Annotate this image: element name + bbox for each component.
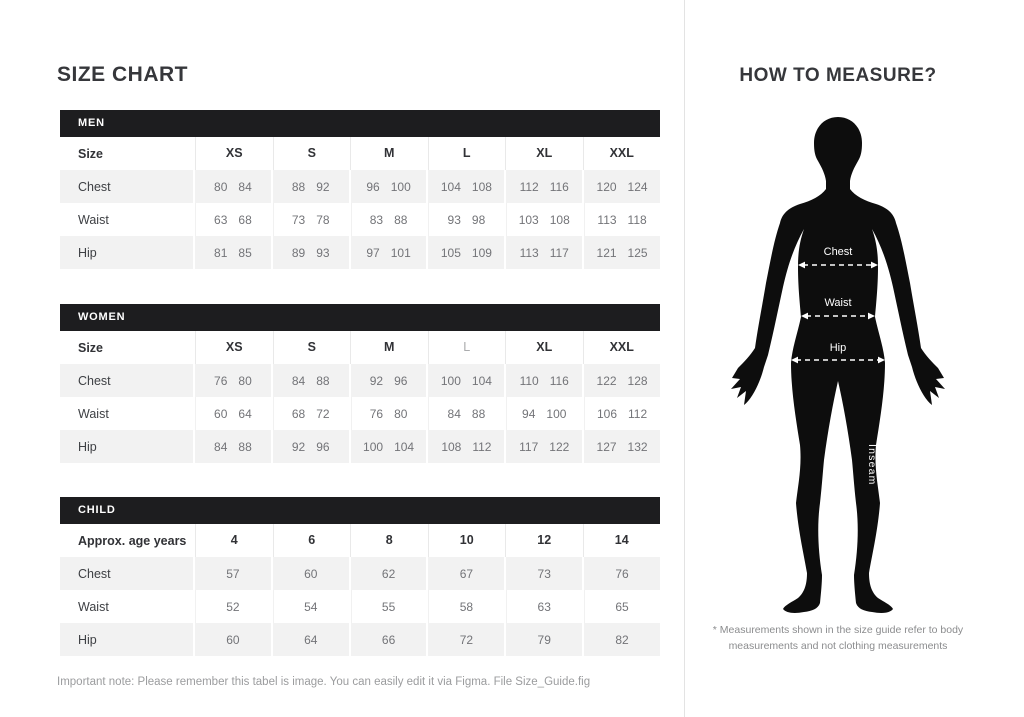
measurement-value: 92 bbox=[369, 373, 384, 388]
row-label: Waist bbox=[78, 406, 109, 421]
measurement-cell bbox=[584, 364, 660, 397]
row-label: Hip bbox=[60, 623, 193, 656]
measurement-value: 128 bbox=[627, 373, 648, 388]
women-row-waist bbox=[60, 397, 660, 430]
measurement-cell bbox=[273, 203, 349, 236]
measurement-value: 85 bbox=[238, 245, 252, 260]
footnote-line-2: measurements and not clothing measurements bbox=[728, 640, 948, 652]
measurement-value: 92 bbox=[316, 179, 330, 194]
measurement-cell bbox=[428, 170, 504, 203]
measurement-cell bbox=[351, 557, 427, 590]
measurement-value: 64 bbox=[304, 632, 318, 647]
measurement-cell bbox=[428, 590, 504, 623]
measurement-value: 101 bbox=[390, 245, 411, 260]
measurement-value: 89 bbox=[291, 245, 306, 260]
women-row-hip bbox=[60, 430, 660, 463]
men-size-header-row bbox=[60, 137, 660, 170]
measurement-value: 72 bbox=[316, 406, 330, 421]
measurement-value: 81 bbox=[214, 245, 228, 260]
measurement-value: 52 bbox=[226, 599, 240, 614]
women-table-header-bar: WOMEN bbox=[60, 304, 660, 331]
child-row-waist bbox=[60, 590, 660, 623]
measurement-value: 100 bbox=[363, 439, 384, 454]
measurement-value: 76 bbox=[214, 373, 228, 388]
measurement-cell bbox=[428, 236, 504, 269]
measurement-value: 83 bbox=[369, 212, 384, 227]
measurement-cell bbox=[195, 557, 271, 590]
measurement-cell bbox=[506, 203, 582, 236]
measurement-cell bbox=[506, 364, 582, 397]
measurement-cell bbox=[428, 203, 504, 236]
size-column-4: 4 bbox=[195, 524, 273, 557]
measurement-value: 79 bbox=[537, 632, 551, 647]
size-column-xs: XS bbox=[195, 137, 273, 170]
measurement-cell bbox=[584, 170, 660, 203]
size-column-xxl: XXL bbox=[583, 331, 661, 364]
measurement-value: 58 bbox=[459, 599, 474, 614]
measurement-value: 108 bbox=[471, 179, 492, 194]
measurement-value: 103 bbox=[518, 212, 539, 227]
measurement-value: 60 bbox=[226, 632, 240, 647]
measurement-cell bbox=[351, 397, 427, 430]
size-column-s: S bbox=[273, 331, 351, 364]
size-column-10: 10 bbox=[428, 524, 506, 557]
measurement-cell bbox=[584, 557, 660, 590]
measurement-value: 122 bbox=[549, 439, 570, 454]
measurement-cell bbox=[428, 623, 504, 656]
size-column-l: L bbox=[428, 331, 506, 364]
child-table-header-bar: CHILD bbox=[60, 497, 660, 524]
inseam-measure-label: Inseam bbox=[866, 444, 878, 486]
measurement-value: 108 bbox=[549, 212, 570, 227]
size-column-s: S bbox=[273, 137, 351, 170]
measurement-value: 118 bbox=[627, 212, 647, 227]
men-table-header-bar: MEN bbox=[60, 110, 660, 137]
measurement-value: 117 bbox=[519, 439, 539, 454]
men-row-chest bbox=[60, 170, 660, 203]
measurement-value: 122 bbox=[596, 373, 617, 388]
measurement-value: 96 bbox=[366, 179, 380, 194]
women-size-header-row bbox=[60, 331, 660, 364]
measurement-cell bbox=[195, 203, 271, 236]
measurement-value: 60 bbox=[304, 566, 318, 581]
measurement-value: 92 bbox=[291, 439, 306, 454]
women-row-chest bbox=[60, 364, 660, 397]
measurement-value: 93 bbox=[447, 212, 461, 227]
size-column-8: 8 bbox=[350, 524, 428, 557]
measurement-value: 67 bbox=[459, 566, 474, 581]
hip-measure-label: Hip bbox=[829, 342, 847, 354]
measurement-value: 100 bbox=[440, 373, 461, 388]
measurement-value: 80 bbox=[394, 406, 408, 421]
measurement-cell bbox=[584, 203, 660, 236]
measurement-value: 80 bbox=[238, 373, 252, 388]
measurement-cell bbox=[506, 623, 582, 656]
size-column-label: Approx. age years bbox=[78, 533, 187, 548]
waist-measure-label: Waist bbox=[824, 297, 852, 309]
men-size-table bbox=[60, 110, 660, 269]
measurement-value: 60 bbox=[214, 406, 228, 421]
measurement-cell bbox=[273, 430, 349, 463]
measurement-value: 73 bbox=[291, 212, 306, 227]
measurement-value: 98 bbox=[471, 212, 486, 227]
measurement-cell bbox=[195, 170, 271, 203]
footnote-line-1: * Measurements shown in the size guide refer to body bbox=[712, 624, 964, 636]
measurement-value: 112 bbox=[472, 439, 492, 454]
measurement-value: 72 bbox=[459, 632, 474, 647]
measurement-value: 112 bbox=[628, 406, 648, 421]
measurement-cell bbox=[273, 557, 349, 590]
size-column-xxl: XXL bbox=[583, 137, 661, 170]
measurement-value: 62 bbox=[381, 566, 396, 581]
size-column-xl: XL bbox=[505, 137, 583, 170]
row-label: Chest bbox=[60, 557, 193, 590]
measurement-value: 84 bbox=[238, 179, 252, 194]
measurement-cell bbox=[273, 364, 349, 397]
measurement-value: 68 bbox=[238, 212, 252, 227]
size-column-l: L bbox=[428, 137, 506, 170]
measurement-value: 66 bbox=[381, 632, 396, 647]
measurement-value: 106 bbox=[596, 406, 617, 421]
size-column-m: M bbox=[350, 331, 428, 364]
measurement-value: 104 bbox=[394, 439, 415, 454]
measurement-cell bbox=[506, 557, 582, 590]
measurement-value: 127 bbox=[596, 439, 617, 454]
measurement-footnote bbox=[684, 622, 992, 654]
measurement-value: 113 bbox=[597, 212, 617, 227]
measurement-value: 84 bbox=[291, 373, 306, 388]
measurement-value: 88 bbox=[238, 439, 252, 454]
measurement-cell bbox=[428, 364, 504, 397]
measurement-value: 54 bbox=[304, 599, 318, 614]
measurement-cell bbox=[273, 236, 349, 269]
chest-measure-label: Chest bbox=[823, 246, 853, 258]
measurement-cell bbox=[584, 430, 660, 463]
measurement-value: 80 bbox=[214, 179, 228, 194]
measurement-cell bbox=[351, 236, 427, 269]
how-to-measure-title: HOW TO MEASURE? bbox=[739, 65, 937, 86]
measurement-value: 88 bbox=[471, 406, 486, 421]
measurement-cell bbox=[273, 170, 349, 203]
measurement-cell bbox=[584, 590, 660, 623]
measurement-cell bbox=[195, 430, 271, 463]
measurement-cell bbox=[584, 623, 660, 656]
body-silhouette-right-half bbox=[838, 117, 945, 613]
measurement-value: 78 bbox=[316, 212, 330, 227]
measurement-value: 97 bbox=[366, 245, 380, 260]
measurement-value: 88 bbox=[394, 212, 408, 227]
measurement-cell bbox=[428, 557, 504, 590]
child-size-table bbox=[60, 497, 660, 656]
measurement-cell bbox=[351, 203, 427, 236]
measurement-value: 55 bbox=[381, 599, 396, 614]
men-row-hip bbox=[60, 236, 660, 269]
measurement-value: 96 bbox=[394, 373, 408, 388]
measurement-value: 64 bbox=[238, 406, 252, 421]
size-column-xl: XL bbox=[505, 331, 583, 364]
measurement-value: 112 bbox=[519, 179, 539, 194]
measurement-cell bbox=[195, 236, 271, 269]
measurement-value: 110 bbox=[519, 373, 539, 388]
measurement-value: 73 bbox=[537, 566, 551, 581]
measurement-value: 63 bbox=[537, 599, 551, 614]
measurement-value: 113 bbox=[519, 245, 539, 260]
measurement-value: 124 bbox=[627, 179, 648, 194]
measurement-value: 94 bbox=[522, 406, 536, 421]
measurement-cell bbox=[273, 590, 349, 623]
measurement-cell bbox=[506, 236, 582, 269]
measurement-cell bbox=[428, 430, 504, 463]
measurement-value: 88 bbox=[316, 373, 330, 388]
measurement-value: 82 bbox=[615, 632, 629, 647]
measurement-value: 88 bbox=[291, 179, 306, 194]
measurement-value: 63 bbox=[214, 212, 228, 227]
measurement-cell bbox=[351, 590, 427, 623]
measurement-value: 84 bbox=[447, 406, 461, 421]
measurement-value: 132 bbox=[627, 439, 648, 454]
measurement-cell bbox=[584, 236, 660, 269]
row-label: Chest bbox=[60, 170, 193, 203]
measurement-value: 93 bbox=[316, 245, 330, 260]
measurement-cell bbox=[506, 590, 582, 623]
measurement-cell bbox=[195, 364, 271, 397]
measurement-cell bbox=[584, 397, 660, 430]
measurement-cell bbox=[351, 170, 427, 203]
measurement-value: 125 bbox=[627, 245, 648, 260]
measurement-cell bbox=[428, 397, 504, 430]
child-row-hip bbox=[60, 623, 660, 656]
measurement-value: 57 bbox=[226, 566, 240, 581]
measurement-value: 117 bbox=[549, 245, 569, 260]
body-silhouette-left-half bbox=[731, 117, 838, 613]
measurement-cell bbox=[506, 430, 582, 463]
size-chart-title: SIZE CHART bbox=[57, 63, 188, 86]
size-column-12: 12 bbox=[505, 524, 583, 557]
child-row-chest bbox=[60, 557, 660, 590]
measurement-value: 104 bbox=[440, 179, 461, 194]
size-column-label: Size bbox=[78, 340, 104, 355]
row-label: Hip bbox=[60, 236, 193, 269]
measurement-cell bbox=[273, 397, 349, 430]
row-label: Hip bbox=[60, 430, 193, 463]
measurement-value: 100 bbox=[390, 179, 411, 194]
measurement-cell bbox=[506, 170, 582, 203]
measurement-value: 68 bbox=[291, 406, 306, 421]
measurement-cell bbox=[273, 623, 349, 656]
measurement-cell bbox=[195, 623, 271, 656]
measurement-value: 76 bbox=[369, 406, 384, 421]
row-label: Waist bbox=[78, 212, 109, 227]
size-column-m: M bbox=[350, 137, 428, 170]
measurement-cell bbox=[351, 364, 427, 397]
measurement-value: 121 bbox=[596, 245, 617, 260]
row-label: Waist bbox=[78, 599, 109, 614]
child-size-header-row bbox=[60, 524, 660, 557]
measurement-cell bbox=[195, 590, 271, 623]
measurement-value: 104 bbox=[471, 373, 492, 388]
measurement-value: 96 bbox=[316, 439, 330, 454]
size-column-14: 14 bbox=[583, 524, 661, 557]
measurement-value: 100 bbox=[546, 406, 567, 421]
size-column-xs: XS bbox=[195, 331, 273, 364]
vertical-divider bbox=[684, 0, 685, 717]
body-silhouette bbox=[728, 115, 948, 615]
women-size-table bbox=[60, 304, 660, 463]
size-column-6: 6 bbox=[273, 524, 351, 557]
measurement-cell bbox=[195, 397, 271, 430]
important-note: Important note: Please remember this tabel is image. You can easily edit it via Figma. File Size_Guide.fig bbox=[57, 676, 591, 688]
measurement-value: 84 bbox=[214, 439, 228, 454]
measurement-value: 108 bbox=[441, 439, 462, 454]
measurement-value: 109 bbox=[471, 245, 492, 260]
measurement-cell bbox=[351, 623, 427, 656]
measurement-value: 120 bbox=[596, 179, 617, 194]
measurement-value: 105 bbox=[440, 245, 461, 260]
measurement-value: 65 bbox=[615, 599, 629, 614]
measurement-cell bbox=[351, 430, 427, 463]
measurement-cell bbox=[506, 397, 582, 430]
men-row-waist bbox=[60, 203, 660, 236]
measurement-value: 116 bbox=[549, 179, 569, 194]
row-label: Chest bbox=[60, 364, 193, 397]
measurement-value: 116 bbox=[549, 373, 569, 388]
measurement-value: 76 bbox=[615, 566, 629, 581]
size-column-label: Size bbox=[78, 146, 104, 161]
